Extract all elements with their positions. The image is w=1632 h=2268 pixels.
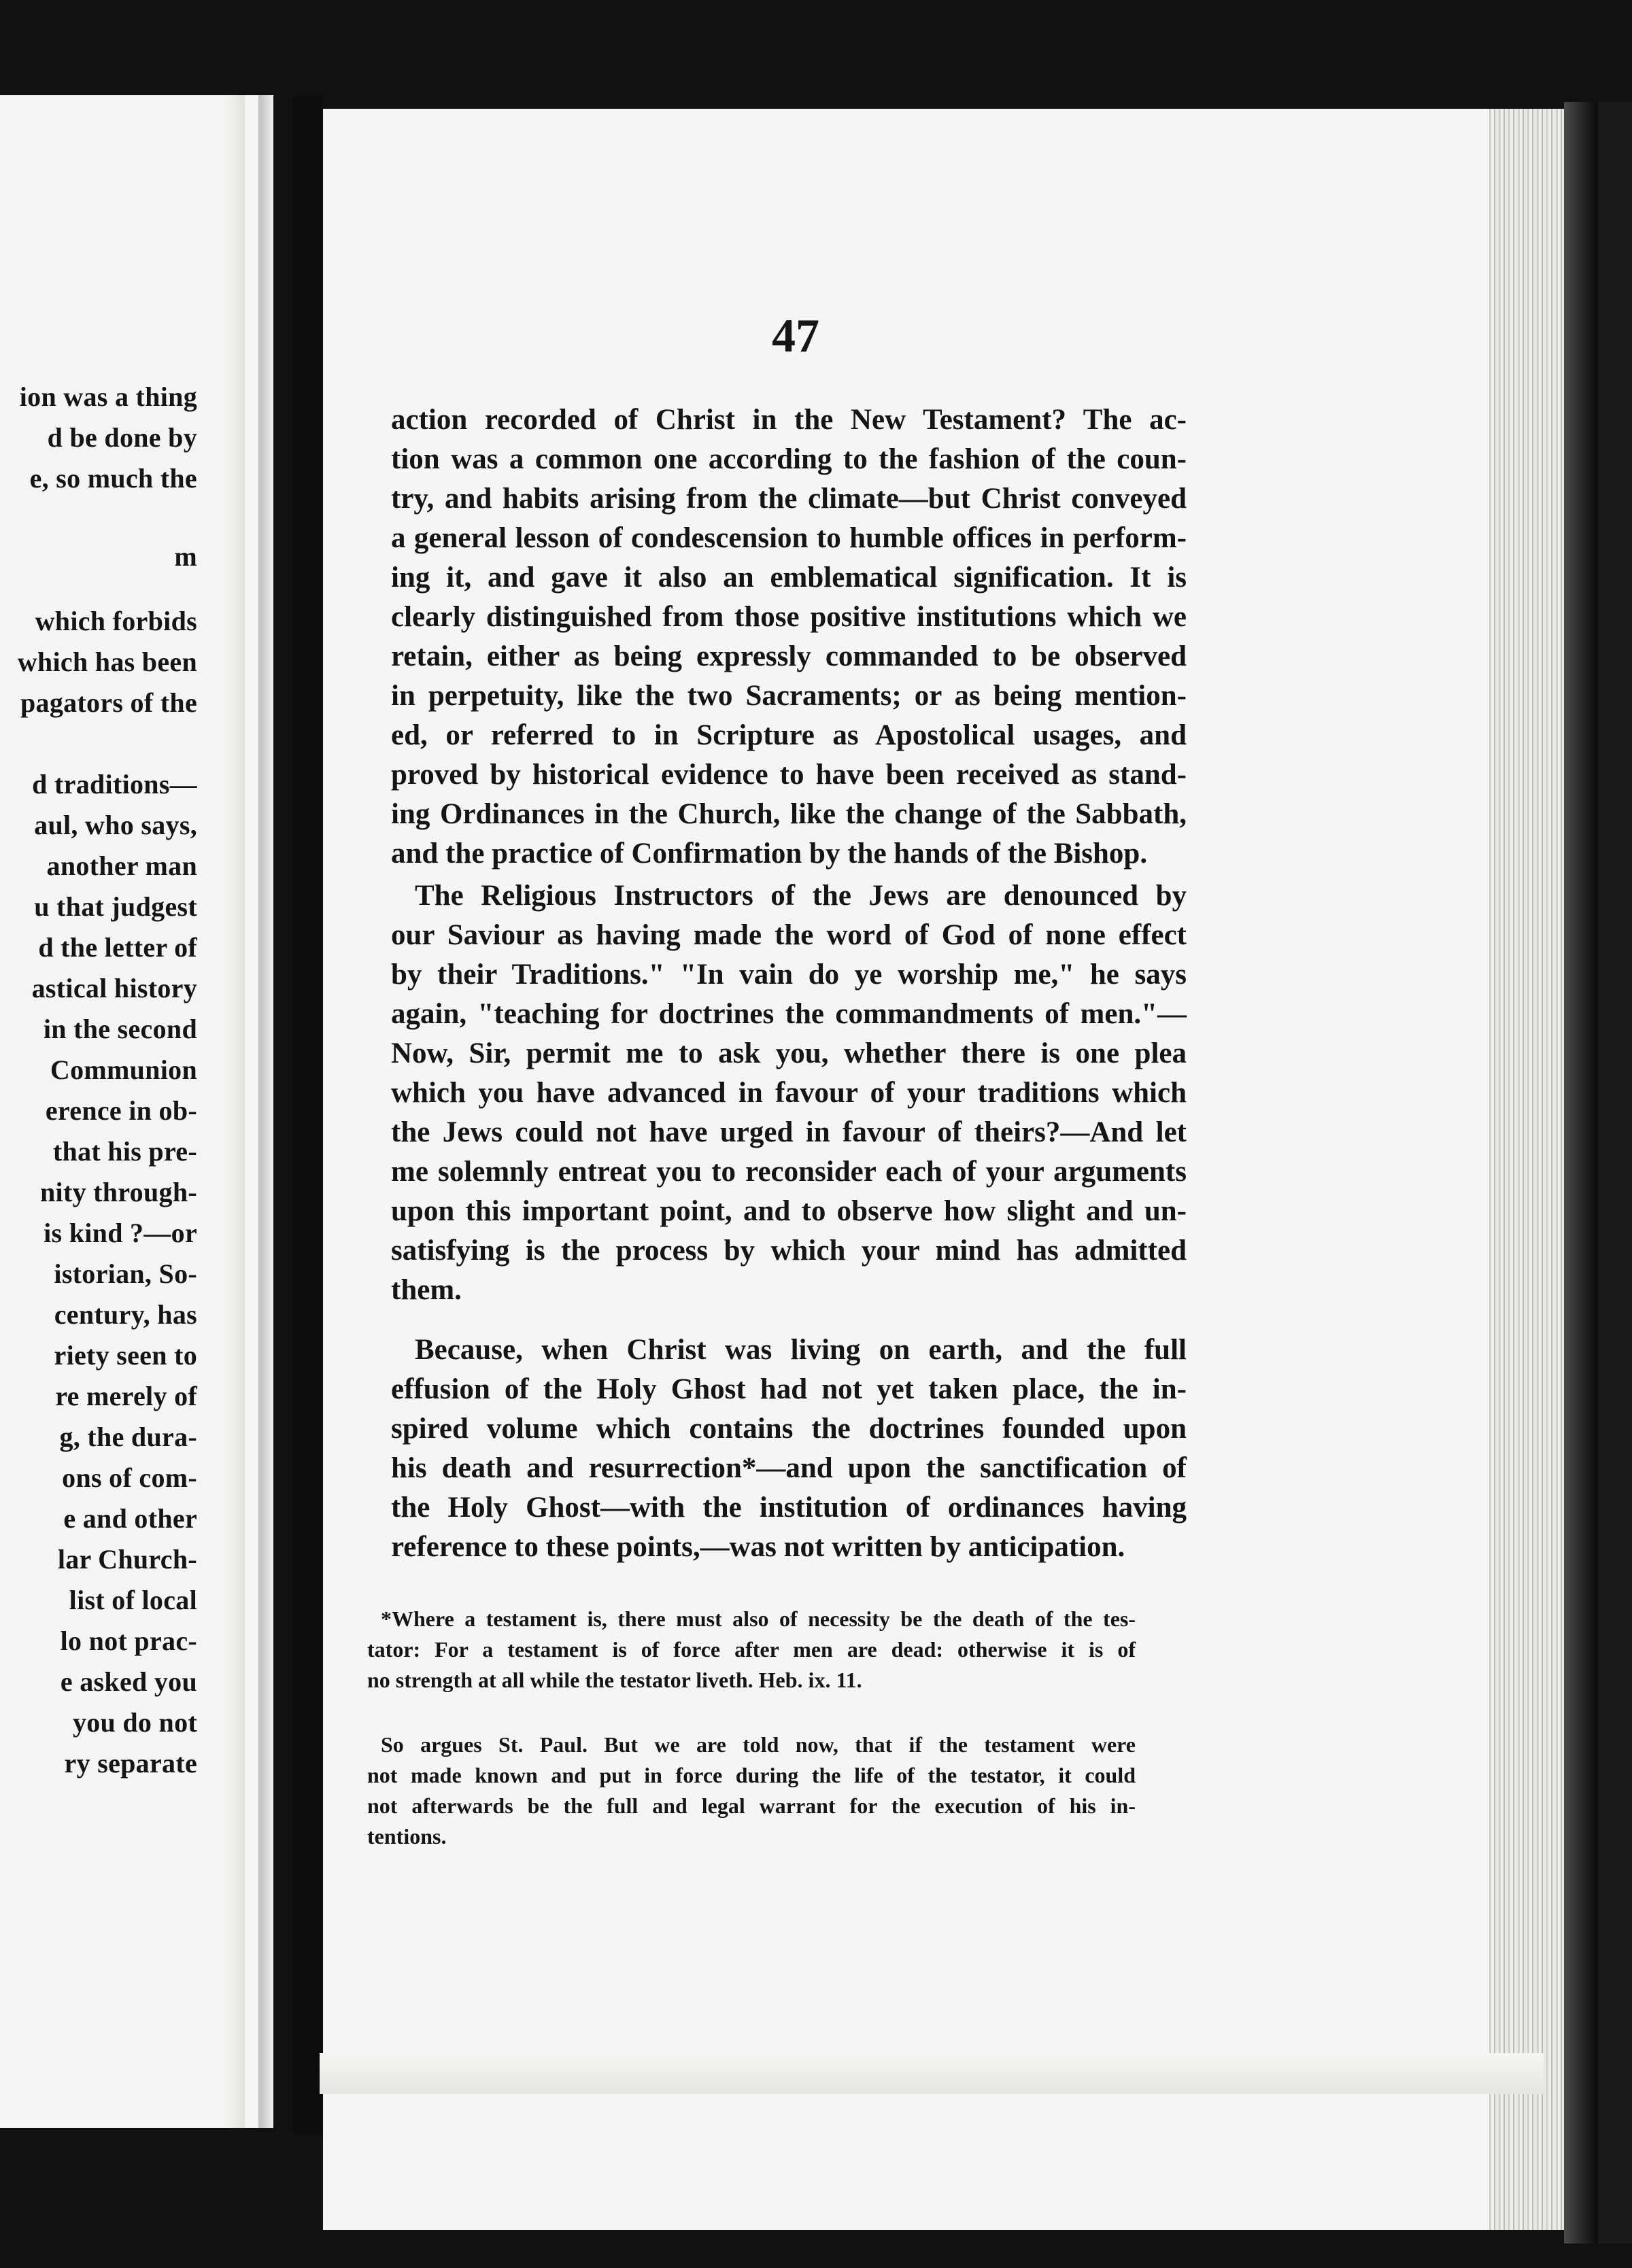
- body-line: and the practice of Confirmation by the hands of the Bishop.: [391, 838, 1148, 870]
- facing-page-line: d the letter of: [38, 932, 197, 963]
- book-gutter: [292, 95, 323, 2135]
- facing-page-line: erence in ob-: [45, 1095, 197, 1126]
- body-line: in perpetuity, like the two Sacraments; or as being mention-: [391, 680, 1187, 712]
- footnote-line: tentions.: [367, 1824, 447, 1849]
- body-line: tion was a common one according to the fashion of the coun-: [391, 443, 1187, 475]
- facing-page-line: ons of com-: [62, 1462, 197, 1493]
- body-line: try, and habits arising from the climate—but Christ conveyed: [391, 483, 1187, 515]
- body-line: his death and resurrection*—and upon the sanctification of: [391, 1452, 1187, 1484]
- facing-page-line: pagators of the: [20, 687, 197, 718]
- facing-page-line: which forbids: [35, 606, 197, 636]
- facing-page-line: ion was a thing: [19, 381, 197, 412]
- facing-page-line: riety seen to: [54, 1340, 197, 1371]
- facing-page-line: istorian, So-: [54, 1258, 197, 1289]
- body-line: clearly distinguished from those positive institutions which we: [391, 601, 1187, 633]
- body-line: Because, when Christ was living on earth, and the full: [415, 1334, 1187, 1366]
- facing-page-line: m: [174, 541, 197, 572]
- facing-page-line: lo not prac-: [60, 1626, 197, 1656]
- facing-page-line: ry separate: [64, 1748, 197, 1779]
- page-bottom-edge: [320, 2053, 1544, 2094]
- footnote-line: not afterwards be the full and legal warrant for the execution of his in-: [367, 1793, 1136, 1818]
- facing-page-line: e, so much the: [29, 463, 197, 494]
- body-line: me solemnly entreat you to reconsider each of your arguments: [391, 1156, 1187, 1188]
- footnote-line: not made known and put in force during the life of the testator, it could: [367, 1763, 1136, 1787]
- body-line: our Saviour as having made the word of God of none effect: [391, 919, 1187, 951]
- body-line: upon this important point, and to observe how slight and un-: [391, 1195, 1187, 1227]
- body-line: reference to these points,—was not written by anticipation.: [391, 1531, 1125, 1563]
- facing-page-line: g, the dura-: [59, 1422, 197, 1452]
- body-line: The Religious Instructors of the Jews are denounced by: [415, 880, 1187, 912]
- page-edge-shadow: [1564, 102, 1598, 2244]
- facing-page-line: aul, who says,: [34, 810, 197, 840]
- body-line: again, "teaching for doctrines the commandments of men."—: [391, 998, 1187, 1030]
- body-line: a general lesson of condescension to humble offices in perform-: [391, 522, 1187, 554]
- binding-strip: [1598, 102, 1632, 2244]
- facing-page-line: d be done by: [47, 422, 197, 453]
- body-line: satisfying is the process by which your mind has admitted: [391, 1235, 1187, 1267]
- body-line: proved by historical evidence to have been received as stand-: [391, 759, 1187, 791]
- facing-page-line: d traditions—: [32, 769, 197, 800]
- facing-page-line: lar Church-: [57, 1544, 197, 1575]
- body-line: them.: [391, 1274, 462, 1306]
- facing-page-line: that his pre-: [52, 1136, 197, 1167]
- facing-page-line: e asked you: [60, 1666, 197, 1697]
- footnote-line: tator: For a testament is of force after men are dead: otherwise it is of: [367, 1637, 1136, 1662]
- body-line: spired volume which contains the doctrines founded upon: [391, 1413, 1187, 1445]
- facing-page-line: nity through-: [40, 1177, 197, 1207]
- facing-page-shadow: [258, 95, 273, 2128]
- facing-page-line: in the second: [43, 1014, 197, 1044]
- body-line: ing it, and gave it also an emblematical signification. It is: [391, 562, 1187, 594]
- facing-page-line: which has been: [17, 647, 197, 677]
- facing-page-line: re merely of: [55, 1381, 197, 1411]
- body-line: by their Traditions." "In vain do ye worship me," he says: [391, 959, 1187, 991]
- facing-page-line: list of local: [69, 1585, 197, 1615]
- facing-page-line: u that judgest: [34, 891, 197, 922]
- facing-page-line: e and other: [63, 1503, 197, 1534]
- facing-page-line: astical history: [31, 973, 197, 1003]
- footnote-line: *Where a testament is, there must also of necessity be the death of the tes-: [381, 1606, 1136, 1631]
- footnote-line: So argues St. Paul. But we are told now, that if the testament were: [381, 1732, 1136, 1757]
- facing-page-line: another man: [46, 850, 197, 881]
- body-line: ed, or referred to in Scripture as Apostolical usages, and: [391, 719, 1187, 751]
- body-line: effusion of the Holy Ghost had not yet taken place, the in-: [391, 1373, 1187, 1405]
- body-line: the Holy Ghost—with the institution of ordinances having: [391, 1492, 1187, 1524]
- body-line: Now, Sir, permit me to ask you, whether there is one plea: [391, 1037, 1187, 1069]
- body-line: ing Ordinances in the Church, like the change of the Sabbath,: [391, 798, 1187, 830]
- facing-page-edge: [224, 95, 245, 2128]
- page-number: 47: [772, 310, 819, 362]
- body-line: the Jews could not have urged in favour of theirs?—And let: [391, 1116, 1187, 1148]
- facing-page-line: is kind ?—or: [44, 1218, 197, 1248]
- body-line: action recorded of Christ in the New Testament? The ac-: [391, 404, 1187, 436]
- facing-page-line: Communion: [50, 1054, 197, 1085]
- footnote-line: no strength at all while the testator liveth. Heb. ix. 11.: [367, 1668, 862, 1692]
- body-line: retain, either as being expressly commanded to be observed: [391, 640, 1187, 672]
- facing-page-line: you do not: [72, 1707, 197, 1738]
- facing-page-line: century, has: [54, 1299, 197, 1330]
- body-line: which you have advanced in favour of your traditions which: [391, 1077, 1187, 1109]
